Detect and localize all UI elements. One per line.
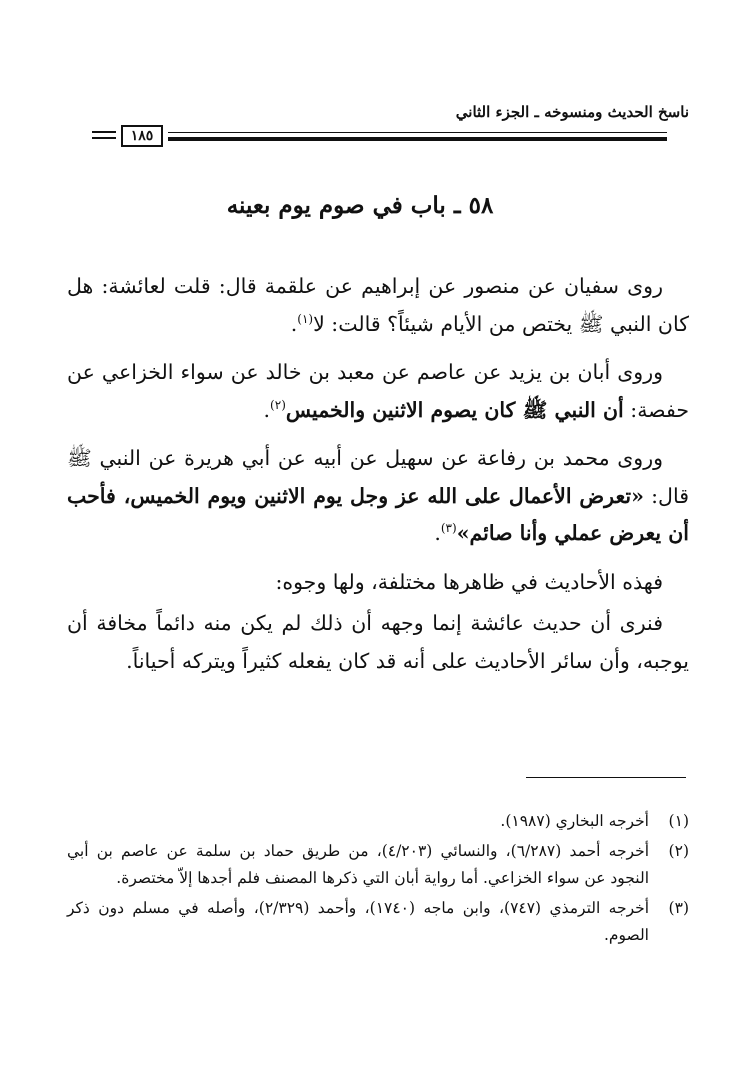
- paragraph: فنرى أن حديث عائشة إنما وجهه أن ذلك لم يكن منه دائماً مخافة أن يوجبه، وأن سائر الأحاديث على أنه قد كان يفعله كثيراً ويتركه أحياناً.: [67, 611, 689, 673]
- hadith-text: أن النبي ﷺ كان يصوم الاثنين والخميس: [285, 397, 624, 422]
- paragraph: [67, 268, 689, 343]
- header-rule-thick: [168, 137, 667, 141]
- footnote-text: أخرجه أحمد (٦/٢٨٧)، والنسائي (٤/٢٠٣)، من طريق حماد بن سلمة عن عاصم بن أبي النجود عن سواء الخزاعي. أما رواية أبان التي ذكرها المصنف فلم أجدها إلاّ مختصرة.: [67, 842, 649, 887]
- footnote-number: (٣): [668, 899, 689, 917]
- footnote-ref: (١): [297, 311, 314, 326]
- footnote-text: أخرجه البخاري (١٩٨٧).: [500, 812, 649, 830]
- footnote: [67, 808, 689, 835]
- paragraph: [67, 440, 689, 553]
- hadith-text: «تعرض الأعمال على الله عز وجل يوم الاثنين ويوم الخميس، فأحب أن يعرض عملي وأنا صائم»: [67, 483, 689, 545]
- footnote: [67, 895, 689, 949]
- paragraph-text: روى سفيان عن منصور عن إبراهيم عن علقمة قال: قلت لعائشة: هل كان النبي ﷺ يختص من الأيام شيئاً؟ قالت: لا: [67, 274, 689, 336]
- body-text: [67, 268, 689, 691]
- page-number-ornament: [92, 137, 116, 139]
- running-title: ناسخ الحديث ومنسوخه ـ الجزء الثاني: [455, 103, 689, 121]
- paragraph: [67, 354, 689, 429]
- paragraph-end: .: [290, 311, 298, 336]
- paragraph-end: .: [434, 521, 441, 545]
- footnote-ref: (٢): [270, 397, 286, 412]
- paragraph-text: وروى محمد بن رفاعة عن سهيل عن أبيه عن أبي هريرة عن النبي ﷺ قال:: [67, 446, 689, 508]
- footnote-separator: [526, 777, 686, 778]
- footnote-ref: (٣): [440, 521, 457, 536]
- paragraph-text: وروى أبان بن يزيد عن عاصم عن معبد بن خالد عن سواء الخزاعي عن حفصة:: [67, 360, 689, 422]
- header-rule-thin: [168, 132, 667, 133]
- page-number: ١٨٥: [121, 125, 163, 147]
- footnotes: [67, 808, 689, 952]
- paragraph: فهذه الأحاديث في ظاهرها مختلفة، ولها وجوه:: [275, 569, 663, 594]
- footnote-text: أخرجه الترمذي (٧٤٧)، وابن ماجه (١٧٤٠)، وأحمد (٢/٣٢٩)، وأصله في مسلم دون ذكر الصوم.: [67, 899, 650, 944]
- footnote-number: (١): [668, 812, 689, 830]
- footnote-number: (٢): [668, 842, 689, 860]
- page-number-ornament: [92, 131, 116, 133]
- footnote: [67, 838, 689, 892]
- chapter-heading: ٥٨ ـ باب في صوم يوم بعينه: [226, 192, 494, 219]
- paragraph-end: .: [263, 397, 271, 422]
